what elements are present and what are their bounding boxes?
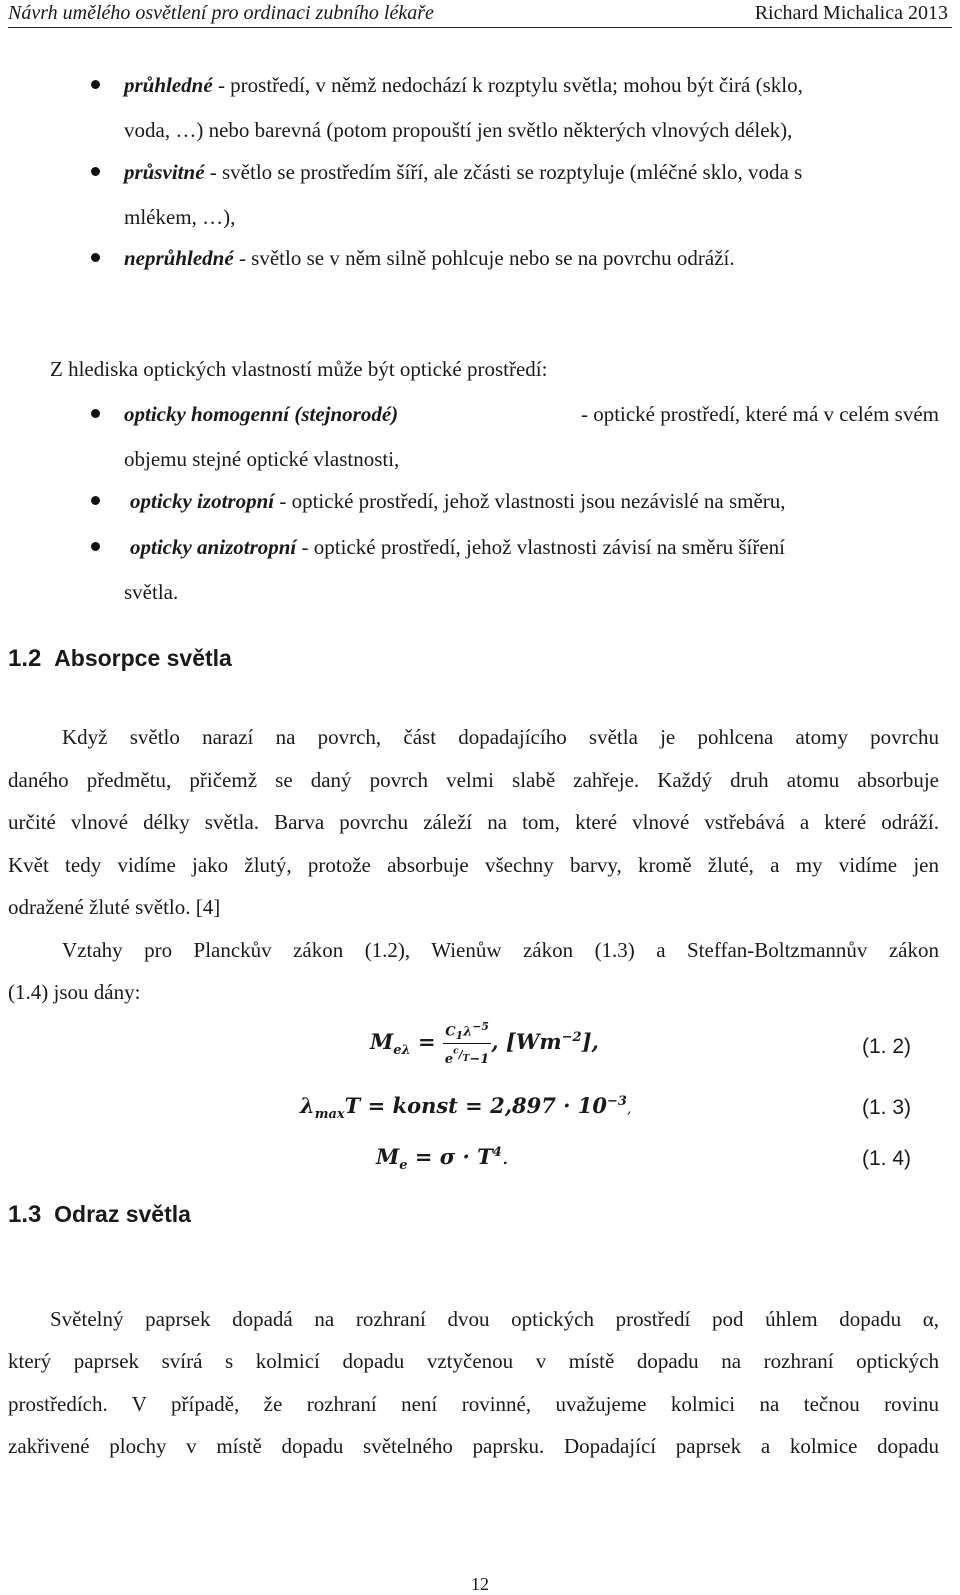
header-title: Návrh umělého osvětlení pro ordinaci zubního lékaře [8,2,434,24]
list-item: opticky homogenní (stejnorodé) - optické prostředí, které má v celém svém [124,402,939,426]
bullet-icon [91,409,100,418]
bullet-icon [91,253,100,262]
term: opticky anizotropní [130,535,297,559]
equation-number: (1. 4) [862,1147,912,1170]
header-author-year: Richard Michalica 2013 [754,2,948,24]
list-item: neprůhledné - světlo se v něm silně pohlcuje nebo se na povrchu odráží. [124,246,735,270]
term: průhledné [124,73,213,97]
equation-wien: $\lambda_{max}T$ = konst = $2,897 \cdot 10^{-3}$, [300,1093,632,1123]
paragraph-line: odražené žluté světlo. [4] [8,895,221,919]
term: průsvitné [124,160,205,184]
list-item-continuation: světla. [124,580,179,604]
paragraph-intro: Z hlediska optických vlastností může být optické prostředí: [50,357,548,381]
bullet-icon [91,167,100,176]
list-item: opticky izotropní - optické prostředí, jehož vlastnosti jsou nezávislé na směru, [130,489,786,513]
list-item-continuation: objemu stejné optické vlastnosti, [124,447,400,471]
list-item-continuation: voda, …) nebo barevná (potom propouští jen světlo některých vlnových délek), [124,118,793,142]
paragraph-line: Když světlo narazí na povrch, část dopadajícího světla je pohlcena atomy povrchu [62,725,939,749]
header-rule [8,27,952,28]
section-heading-absorption: 1.2 Absorpce světla [8,645,232,672]
paragraph-line: daného předmětu, přičemž se daný povrch velmi slabě zahřeje. Každý druh atomu absorbuje [8,768,939,792]
list-item: průsvitné - světlo se prostředím šíří, ale zčásti se rozptyluje (mléčné sklo, voda s [124,160,803,184]
paragraph-line: prostředích. V případě, že rozhraní není rovinné, uvažujeme kolmici na tečnou rovinu [8,1392,939,1416]
bullet-icon [91,80,100,89]
paragraph-line: Květ tedy vidíme jako žlutý, protože absorbuje všechny barvy, kromě žluté, a my vidíme jen [8,853,939,877]
list-item: opticky anizotropní - optické prostředí, jehož vlastnosti závisí na směru šíření [130,535,785,559]
term: neprůhledné [124,246,234,270]
paragraph-line: Světelný paprsek dopadá na rozhraní dvou optických prostředí pod úhlem dopadu α, [50,1307,939,1331]
list-item: průhledné - prostředí, v němž nedochází k rozptylu světla; mohou být čirá (sklo, [124,73,803,97]
equation-number: (1. 3) [862,1096,912,1119]
paragraph-line: určité vlnové délky světla. Barva povrchu záleží na tom, které vlnové vstřebává a které odráží. [8,810,939,834]
term: opticky izotropní [130,489,275,513]
section-heading-reflection: 1.3 Odraz světla [8,1201,191,1228]
paragraph-line: (1.4) jsou dány: [8,980,141,1004]
bullet-icon [91,542,100,551]
term: opticky homogenní (stejnorodé) [124,402,399,426]
equation-number: (1. 2) [862,1035,912,1058]
list-item-continuation: mlékem, …), [124,205,236,229]
paragraph-line: zakřivené plochy v místě dopadu světelného paprsku. Dopadající paprsek a kolmice dopadu [8,1434,939,1458]
paragraph-line: Vztahy pro Planckův zákon (1.2), Wienůw zákon (1.3) a Steffan-Boltzmannův zákon [62,938,939,962]
page-number: 12 [471,1574,489,1594]
equation-stefan-boltzmann: $M_e = \sigma \cdot T^4$. [376,1144,509,1174]
paragraph-line: který paprsek svírá s kolmicí dopadu vztyčenou v místě dopadu na rozhraní optických [8,1349,939,1373]
equation-planck: $M_{e\lambda}$ = $\frac{C_1\lambda^{-5}}{e^{^c/_T}-1}$ , $[Wm^{-2}]$, [370,1020,599,1067]
bullet-icon [91,496,100,505]
